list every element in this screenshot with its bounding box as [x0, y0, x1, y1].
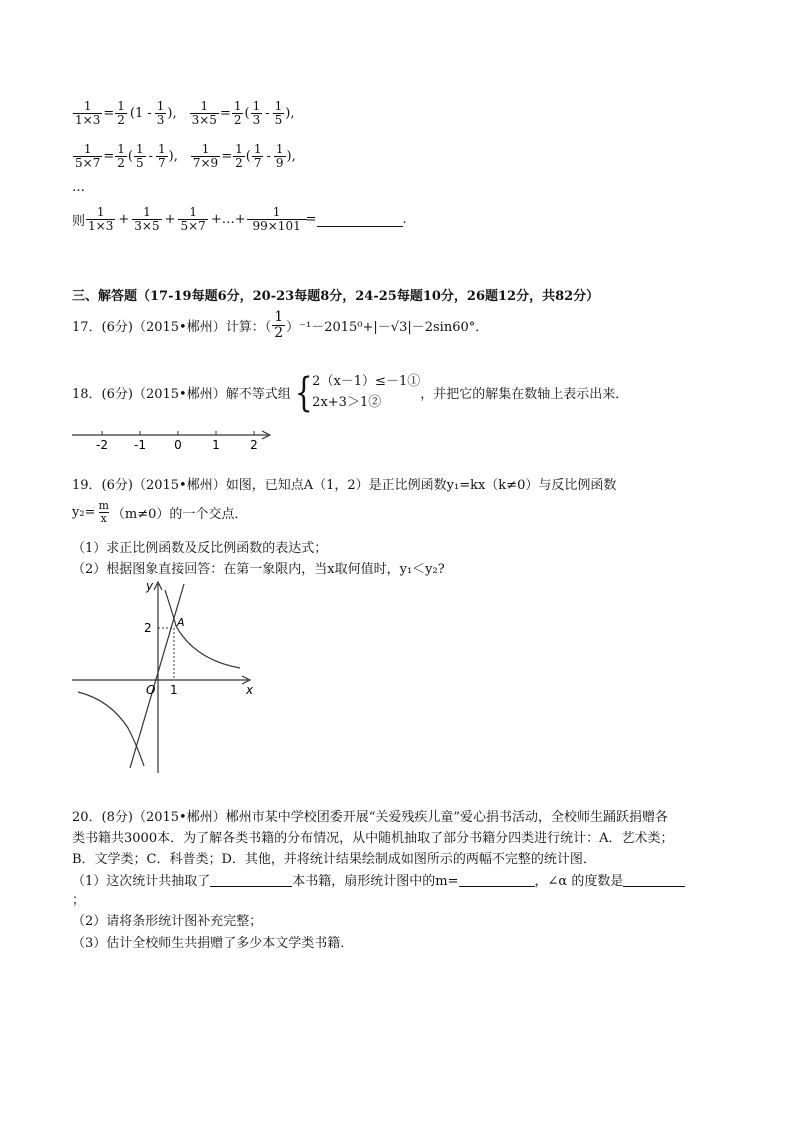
fraction: $\frac{1}{7}$ — [158, 142, 166, 170]
ellipsis: … — [72, 180, 85, 195]
point-a-label: A — [177, 616, 185, 629]
plus-sign: + — [164, 211, 176, 227]
answer-blank[interactable] — [210, 872, 292, 887]
number-line-tick-label: 1 — [212, 438, 220, 452]
y-axis-label: y — [146, 579, 154, 593]
fraction: $\frac{1}{2}$ — [117, 142, 125, 170]
answer-blank[interactable] — [459, 872, 535, 887]
paren-text: ), — [168, 148, 178, 164]
function-graph — [70, 578, 270, 778]
number-line — [70, 425, 280, 455]
q18-suffix: ，并把它的解集在数轴上表示出来． — [420, 387, 629, 403]
minus-sign: - — [266, 148, 271, 164]
equals-sign: = — [219, 105, 231, 121]
fraction: $\frac{1}{2}$ — [274, 309, 284, 341]
y-tick-label: 2 — [144, 621, 152, 635]
fraction: $\frac{1}{7\times 9}$ — [192, 142, 219, 170]
q19-sub1: （1）求正比例函数及反比例函数的表达式； — [72, 541, 328, 556]
fraction: $\frac{1}{5}$ — [274, 99, 283, 127]
fraction: $\frac{1}{2}$ — [233, 99, 242, 127]
fraction: $\frac{1}{1\times 3}$ — [88, 205, 114, 233]
fraction: $\frac{1}{7}$ — [253, 142, 262, 170]
fraction: $\frac{1}{2}$ — [117, 99, 125, 127]
equals-sign: = — [103, 148, 115, 164]
sum-prefix: 则 — [72, 213, 86, 229]
q20-sub1-end: ； — [72, 893, 86, 908]
equals-sign: = — [305, 211, 317, 227]
brace-icon: { — [294, 369, 313, 416]
q19-line1: 19．(6分)（2015•郴州）如图，已知点A（1，2）是正比例函数y₁=kx（k≠0）与反比例函数 — [72, 478, 617, 493]
x-tick-label: 1 — [170, 683, 178, 697]
fraction-row-1 — [72, 100, 294, 126]
q20-sub1 — [72, 870, 685, 889]
fraction-row-2 — [72, 143, 296, 169]
inequality-2: 2x+3＞1② — [312, 394, 382, 410]
fraction: $\frac{1}{2}$ — [235, 142, 243, 170]
paren-text: ), — [167, 105, 177, 121]
fraction: $\frac{1}{3\times 5}$ — [191, 99, 217, 127]
q20-sub1-text: 本书籍，扇形统计图中的m= — [292, 874, 459, 889]
q20-sub2: （2）请将条形统计图补充完整； — [72, 914, 263, 929]
fraction: $\frac{1}{9}$ — [275, 142, 284, 170]
fraction: $\frac{1}{3}$ — [252, 99, 261, 127]
period: . — [402, 211, 407, 227]
paren-text: (1 - — [129, 105, 152, 121]
origin-label: O — [146, 683, 156, 697]
equals-sign: = — [103, 105, 115, 121]
q17-prefix: 17．(6分)（2015•郴州）计算：（ — [72, 319, 272, 335]
paren-text: ), — [285, 105, 295, 121]
minus-sign: - — [265, 105, 270, 121]
question-17 — [72, 310, 488, 340]
sum-row — [72, 206, 407, 232]
section-title: 三、解答题（17-19每题6分，20-23每题8分，24-25每题10分，26题12分，共82分） — [72, 289, 600, 304]
paren-text: ( — [245, 148, 251, 164]
answer-blank[interactable] — [623, 872, 685, 887]
q20-line2: 类书籍共3000本．为了解各类书籍的分布情况，从中随机抽取了部分书籍分四类进行统计：A．艺术类； — [72, 831, 674, 846]
q18-prefix: 18．(6分)（2015•郴州）解不等式组 — [72, 387, 291, 403]
fraction: $\frac{1}{3}$ — [156, 99, 165, 127]
q19-line2-suffix: （m≠0）的一个交点． — [111, 506, 248, 522]
x-axis-label: x — [246, 683, 254, 697]
q17-suffix: ）⁻¹－2015⁰+|－√3|－2sin60°． — [286, 319, 489, 335]
paren-text: ( — [127, 148, 133, 164]
fraction: $\frac{1}{5\times 7}$ — [180, 205, 206, 233]
linear-function-line — [130, 584, 184, 768]
question-18 — [72, 369, 629, 416]
plus-sign: +…+ — [210, 211, 246, 227]
q19-line2 — [72, 500, 247, 524]
number-line-tick-label: -2 — [96, 438, 108, 452]
paren-text: ( — [244, 105, 250, 121]
q19-sub2: （2）根据图象直接回答：在第一象限内，当x取何值时，y₁＜y₂? — [72, 562, 445, 577]
fraction: $\frac{1}{5\times 7}$ — [75, 142, 101, 170]
q20-line1: 20．(8分)（2015•郴州）郴州市某中学校团委开展“关爱残疾儿童”爱心捐书活动，全校师生踊跃捐赠各 — [72, 810, 669, 825]
fraction: $\frac{m}{x}$ — [98, 499, 109, 525]
paren-text: ), — [286, 148, 296, 164]
answer-blank[interactable] — [317, 212, 403, 227]
number-line-tick-label: 2 — [250, 438, 258, 452]
plus-sign: + — [118, 211, 130, 227]
number-line-tick-label: -1 — [134, 438, 146, 452]
inequality-system — [312, 372, 420, 414]
equals-sign: = — [221, 148, 233, 164]
number-line-tick-label: 0 — [174, 438, 182, 452]
q20-sub1-text: ，∠α 的度数是 — [534, 874, 624, 889]
inequality-1: 2（x－1）≤－1① — [312, 374, 421, 389]
q20-line3: B．文学类；C．科普类；D．其他，并将统计结果绘制成如图所示的两幅不完整的统计图． — [72, 852, 596, 867]
hyperbola-branch-1 — [165, 590, 240, 668]
q20-sub1-text: （1）这次统计共抽取了 — [72, 874, 211, 889]
minus-sign: - — [148, 148, 153, 164]
fraction: $\frac{1}{3\times 5}$ — [134, 205, 160, 233]
fraction: $\frac{1}{1\times 3}$ — [75, 99, 101, 127]
y2-label: y₂= — [72, 504, 96, 520]
fraction: $\frac{1}{5}$ — [135, 142, 144, 170]
q20-sub3: （3）估计全校师生共捐赠了多少本文学类书籍． — [72, 936, 354, 951]
fraction: $\frac{1}{99\times 101}$ — [249, 206, 305, 232]
